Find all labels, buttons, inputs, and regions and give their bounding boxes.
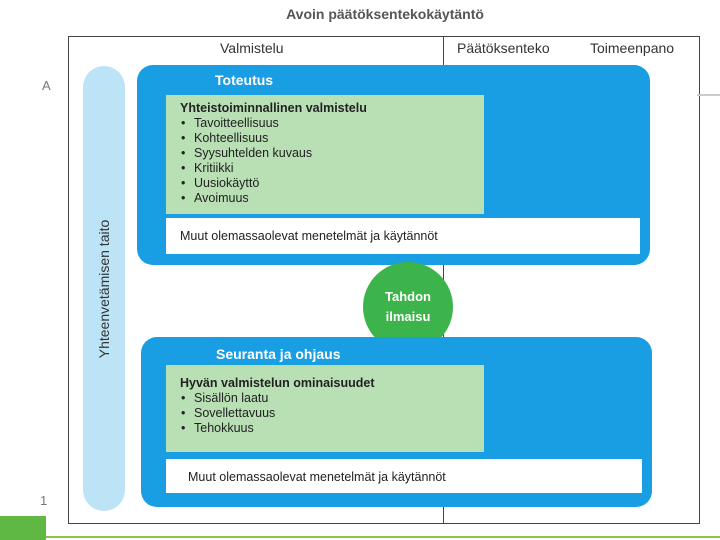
list-item: • Kritiikki	[194, 161, 470, 176]
toteutus-other-methods: Muut olemassaolevat menetelmät ja käytännöt	[166, 218, 640, 254]
right-rule	[697, 94, 720, 96]
toteutus-green-box	[166, 95, 484, 214]
corner-green-bar	[0, 516, 46, 540]
seuranta-other-methods: Muut olemassaolevat menetelmät ja käytännöt	[166, 459, 642, 493]
toteutus-list	[180, 116, 470, 206]
toteutus-heading: Toteutus	[215, 72, 274, 88]
side-label: Yhteenvetämisen taito	[96, 219, 112, 359]
toteutus-green-heading: Yhteistoiminnallinen valmistelu	[180, 101, 367, 115]
column-header-valmistelu: Valmistelu	[220, 40, 284, 56]
column-header-toimeenpano: Toimeenpano	[590, 40, 675, 56]
list-item: • Sisällön laatu	[194, 391, 470, 406]
list-item: • Tehokkuus	[194, 421, 470, 436]
list-item: • Avoimuus	[194, 191, 470, 206]
list-item: • Uusiokäyttö	[194, 176, 470, 191]
left-fragment-top: A	[42, 78, 51, 93]
circle-line-2: ilmaisu	[385, 309, 431, 324]
list-item: • Syysuhtelden kuvaus	[194, 146, 470, 161]
seuranta-green-heading: Hyvän valmistelun ominaisuudet	[180, 376, 375, 390]
seuranta-heading: Seuranta ja ohjaus	[216, 346, 341, 362]
column-header-paatoksenteko: Päätöksenteko	[457, 40, 550, 56]
seuranta-green-box	[166, 365, 484, 452]
seuranta-list	[180, 391, 470, 436]
list-item: • Sovellettavuus	[194, 406, 470, 421]
bottom-accent-line	[46, 536, 720, 538]
list-item: • Tavoitteellisuus	[194, 116, 470, 131]
diagram-title: Avoin päätöksentekokäytäntö	[286, 6, 484, 22]
left-fragment-bottom: 1	[40, 493, 48, 508]
list-item: • Kohteellisuus	[194, 131, 470, 146]
circle-line-1: Tahdon	[385, 289, 431, 304]
